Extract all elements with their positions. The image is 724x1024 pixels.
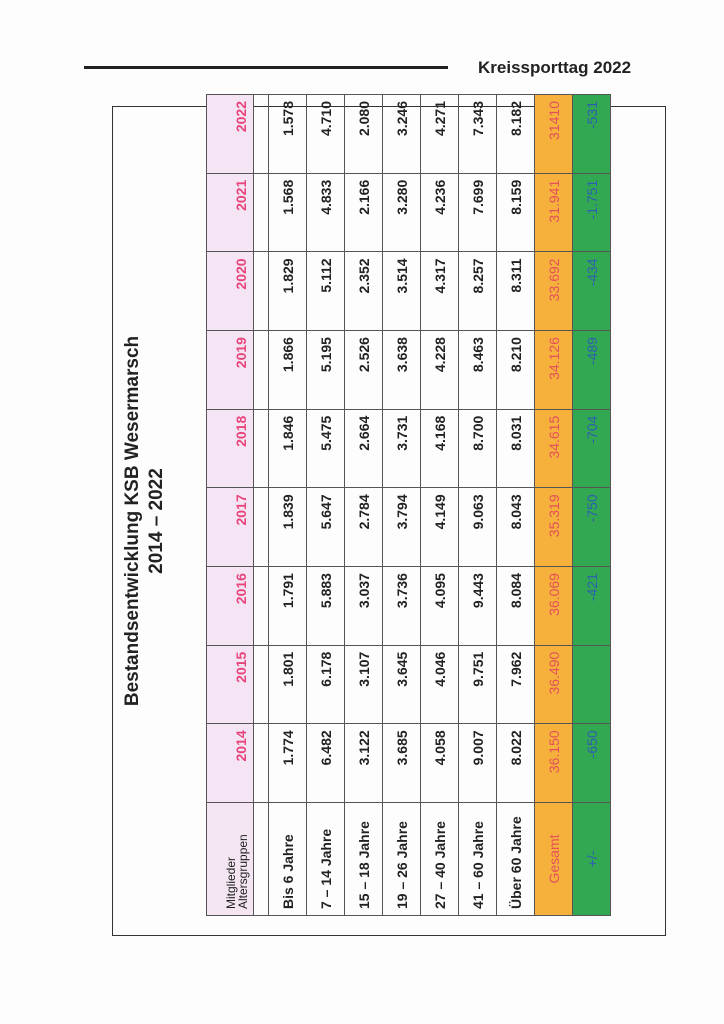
- table-cell: 4.168: [421, 409, 459, 488]
- corner-header: [207, 803, 254, 916]
- table-cell: 8.257: [459, 252, 497, 331]
- table-cell: 4.317: [421, 252, 459, 331]
- table-row: [345, 95, 383, 916]
- table-cell: 1.568: [269, 173, 307, 252]
- table-cell: -704: [573, 409, 611, 488]
- table-cell: 34.126: [535, 331, 573, 410]
- year-header: 2014: [207, 724, 254, 803]
- table-row: [421, 95, 459, 916]
- year-header: 2021: [207, 173, 254, 252]
- table-cell: 8.084: [497, 567, 535, 646]
- table-cell: 8.159: [497, 173, 535, 252]
- table-cell: 2.166: [345, 173, 383, 252]
- row-label: Über 60 Jahre: [497, 803, 535, 916]
- table-cell: 8.463: [459, 331, 497, 410]
- table-cell: 6.482: [307, 724, 345, 803]
- table-cell: 5.112: [307, 252, 345, 331]
- title-block: [112, 106, 202, 936]
- table-cell: 36.150: [535, 724, 573, 803]
- table-cell: 34.615: [535, 409, 573, 488]
- table-row: [497, 95, 535, 916]
- table-cell: 1.801: [269, 645, 307, 724]
- table-cell: 3.037: [345, 567, 383, 646]
- total-row: [535, 95, 573, 916]
- rotated-content: [112, 101, 666, 936]
- table-cell: 9.443: [459, 567, 497, 646]
- table-cell: 7.343: [459, 95, 497, 174]
- header-rule: [84, 66, 448, 69]
- table-cell: -1.751: [573, 173, 611, 252]
- corner-line-1: Mitglieder: [224, 856, 238, 909]
- table-row: [307, 95, 345, 916]
- table-cell: 31410: [535, 95, 573, 174]
- table-row: [269, 95, 307, 916]
- table-cell: 3.514: [383, 252, 421, 331]
- table-cell: 8.043: [497, 488, 535, 567]
- table-cell: 36.069: [535, 567, 573, 646]
- table-row: [459, 95, 497, 916]
- year-header: 2022: [207, 95, 254, 174]
- row-label: 27 – 40 Jahre: [421, 803, 459, 916]
- year-header: 2016: [207, 567, 254, 646]
- year-header: 2015: [207, 645, 254, 724]
- table-cell: 3.638: [383, 331, 421, 410]
- row-label: 19 – 26 Jahre: [383, 803, 421, 916]
- table-cell: 8.210: [497, 331, 535, 410]
- table-header-row: [207, 95, 254, 916]
- table-cell: 2.526: [345, 331, 383, 410]
- table-cell: 8.022: [497, 724, 535, 803]
- table-cell: 2.352: [345, 252, 383, 331]
- table-cell: 1.791: [269, 567, 307, 646]
- table-cell: 3.794: [383, 488, 421, 567]
- document-title: Bestandsentwicklung KSB Wesermarsch: [122, 335, 143, 707]
- row-label: Gesamt: [535, 803, 573, 916]
- table-cell: 33.692: [535, 252, 573, 331]
- year-header: 2018: [207, 409, 254, 488]
- table-cell: 1.839: [269, 488, 307, 567]
- table-cell: -531: [573, 95, 611, 174]
- table-cell: 2.784: [345, 488, 383, 567]
- table-cell: 4.710: [307, 95, 345, 174]
- table-cell: 5.475: [307, 409, 345, 488]
- table-cell: [573, 645, 611, 724]
- table-cell: 1.866: [269, 331, 307, 410]
- table-cell: 2.664: [345, 409, 383, 488]
- table-cell: 1.846: [269, 409, 307, 488]
- table-cell: 3.246: [383, 95, 421, 174]
- membership-table: [206, 94, 611, 916]
- table-cell: 3.645: [383, 645, 421, 724]
- table-cell: 8.311: [497, 252, 535, 331]
- table-cell: 36.490: [535, 645, 573, 724]
- table-cell: 4.046: [421, 645, 459, 724]
- table-cell: 4.228: [421, 331, 459, 410]
- table-cell: -421: [573, 567, 611, 646]
- year-header: 2019: [207, 331, 254, 410]
- table-cell: 1.774: [269, 724, 307, 803]
- row-label: Bis 6 Jahre: [269, 803, 307, 916]
- table-cell: 5.195: [307, 331, 345, 410]
- table-cell: 2.080: [345, 95, 383, 174]
- table-cell: 3.280: [383, 173, 421, 252]
- table-row: [383, 95, 421, 916]
- table-cell: 9.751: [459, 645, 497, 724]
- difference-row: [573, 95, 611, 916]
- table-cell: 4.236: [421, 173, 459, 252]
- table-cell: 7.699: [459, 173, 497, 252]
- table-cell: 7.962: [497, 645, 535, 724]
- table-cell: 4.833: [307, 173, 345, 252]
- table-cell: -750: [573, 488, 611, 567]
- table-cell: 8.700: [459, 409, 497, 488]
- table-cell: 8.182: [497, 95, 535, 174]
- row-label: 15 – 18 Jahre: [345, 803, 383, 916]
- table-cell: 9.063: [459, 488, 497, 567]
- year-header: 2020: [207, 252, 254, 331]
- spacer-row: [254, 95, 269, 916]
- table-cell: 9.007: [459, 724, 497, 803]
- table-cell: 6.178: [307, 645, 345, 724]
- row-label: 7 – 14 Jahre: [307, 803, 345, 916]
- table-cell: 1.829: [269, 252, 307, 331]
- table-cell: 3.107: [345, 645, 383, 724]
- table-cell: 4.095: [421, 567, 459, 646]
- row-label: 41 – 60 Jahre: [459, 803, 497, 916]
- row-label: +/-: [573, 803, 611, 916]
- table-cell: 3.122: [345, 724, 383, 803]
- table-cell: 3.736: [383, 567, 421, 646]
- table-cell: 1.578: [269, 95, 307, 174]
- table-cell: 4.271: [421, 95, 459, 174]
- table-cell: 3.685: [383, 724, 421, 803]
- table-cell: 4.058: [421, 724, 459, 803]
- year-header: 2017: [207, 488, 254, 567]
- table-cell: -650: [573, 724, 611, 803]
- table-cell: 5.883: [307, 567, 345, 646]
- table-cell: 35.319: [535, 488, 573, 567]
- table-cell: -434: [573, 252, 611, 331]
- table-cell: 5.647: [307, 488, 345, 567]
- table-cell: 4.149: [421, 488, 459, 567]
- table-cell: 31.941: [535, 173, 573, 252]
- table-cell: -489: [573, 331, 611, 410]
- document-subtitle: 2014 – 2022: [146, 468, 167, 574]
- table-cell: 3.731: [383, 409, 421, 488]
- table-cell: 8.031: [497, 409, 535, 488]
- page-header-title: Kreissporttag 2022: [478, 58, 632, 77]
- corner-line-2: Altersgruppen: [236, 834, 250, 909]
